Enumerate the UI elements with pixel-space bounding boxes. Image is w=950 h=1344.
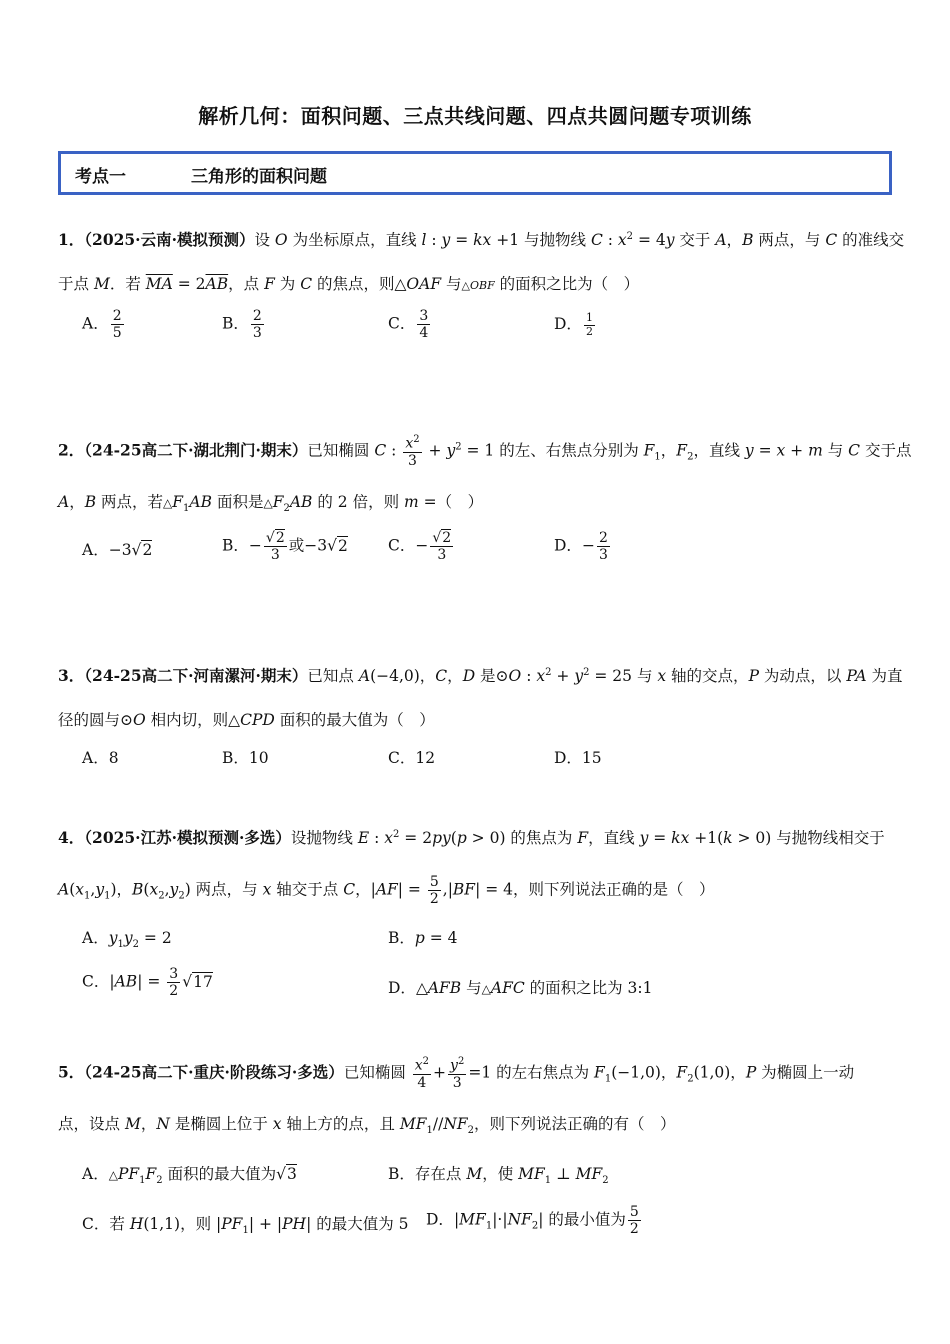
question-5-option-b: B．存在点 M，使 $MF_1$ ⊥ $MF_2$ <box>388 1165 609 1187</box>
question-3-option-c: C．12 <box>388 749 436 767</box>
question-2-option-b: B．− $\frac{√2}{3}$ 或−3√2 <box>222 530 348 564</box>
question-5-line-1: 5．（24-25高二下·重庆·阶段练习·多选）已知椭圆 $\frac{x^2}{4}$ + $\frac{y^2}{3}$ =1 的左右焦点为 $F_1(-1,0)$，$F_2(1,0)$，P 为椭圆上一动 <box>58 1056 855 1091</box>
question-3-option-a: A．8 <box>82 749 119 767</box>
section-header <box>58 151 892 195</box>
question-3-line-2: 径的圆与⊙O 相内切，则△CPD 面积的最大值为（ ） <box>58 711 435 729</box>
question-1-option-a: A． $\frac{2}{5}$ <box>82 308 122 342</box>
question-3-option-b: B．10 <box>222 749 269 767</box>
question-4-option-d: D．△AFB 与△AFC 的面积之比为 3:1 <box>388 979 653 997</box>
question-4-option-c: C．|AB| = $\frac{3}{2}$ √17 <box>82 966 213 1000</box>
question-5-line-2: 点，设点 M，N 是椭圆上位于 x 轴上方的点，且 $MF_1//NF_2$，则下列说法正确的有（ ） <box>58 1115 676 1137</box>
question-3-line-1: 3．（24-25高二下·河南漯河·期末）已知点 A(−4,0)，C，D 是⊙O : $x^2 + y^2 = 25$ 与 x 轴的交点，P 为动点，以 PA 为直 <box>58 666 903 685</box>
question-2-line-1: 2．（24-25高二下·湖北荆门·期末）已知椭圆 C : $\frac{x^2}{3}$ + $y^2 = 1$ 的左、右焦点分别为 $F_1$，$F_2$，直线 y = x + m 与 C 交于点 <box>58 434 912 469</box>
question-2-option-a: A．−3√2 <box>82 541 153 559</box>
question-4-line-1: 4．（2025·江苏·模拟预测·多选）设抛物线 E : $x^2 = 2py(p > 0)$ 的焦点为 F，直线 y = kx +1(k > 0) 与抛物线相交于 <box>58 828 885 847</box>
question-1-option-d: D． $\frac{1}{2}$ <box>554 311 593 338</box>
question-2-option-d: D．− $\frac{2}{3}$ <box>554 530 608 564</box>
section-topic: 三角形的面积问题 <box>191 167 327 187</box>
question-1-option-b: B． $\frac{2}{3}$ <box>222 308 262 342</box>
section-label: 考点一 <box>75 167 126 187</box>
question-1-line-1: 1．（2025·云南·模拟预测）设 O 为坐标原点，直线 l : y = kx +1 与抛物线 C : $x^2 = 4y$ 交于 A，B 两点，与 C 的准线交 <box>58 230 905 249</box>
question-5-option-c: C．若 H(1,1)，则 $|PF_1| + |PH|$ 的最大值为 5 <box>82 1215 409 1237</box>
question-1-option-c: C． $\frac{3}{4}$ <box>388 308 429 342</box>
question-2-option-c: C．− $\frac{√2}{3}$ <box>388 530 452 564</box>
question-4-line-2: $A(x_1,y_1)$，$B(x_2,y_2)$ 两点，与 x 轴交于点 C，|AF| = $\frac{5}{2}$ ,|BF| = 4，则下列说法正确的是（ ） <box>58 874 715 908</box>
page-title: 解析几何：面积问题、三点共线问题、四点共圆问题专项训练 <box>198 104 752 128</box>
question-5-option-d: D．$|MF_1|\cdot|NF_2|$ 的最小值为 $\frac{5}{2}$ <box>426 1204 639 1238</box>
question-4-option-b: B．p = 4 <box>388 929 458 947</box>
question-5-option-a: A．$\triangle PF_1F_2$ 面积的最大值为√3 <box>82 1165 297 1187</box>
question-2-line-2: A，B 两点，若$\triangle F_1AB$ 面积是$\triangle F_2AB$ 的 2 倍，则 m =（ ） <box>58 493 484 515</box>
question-4-option-a: A．$y_1y_2 = 2$ <box>82 929 172 951</box>
question-1-line-2: 于点 M．若 $\overline{MA} = 2\overline{AB}$，点 F 为 C 的焦点，则△OAF 与△OBF 的面积之比为（ ） <box>58 275 640 293</box>
question-3-option-d: D．15 <box>554 749 602 767</box>
